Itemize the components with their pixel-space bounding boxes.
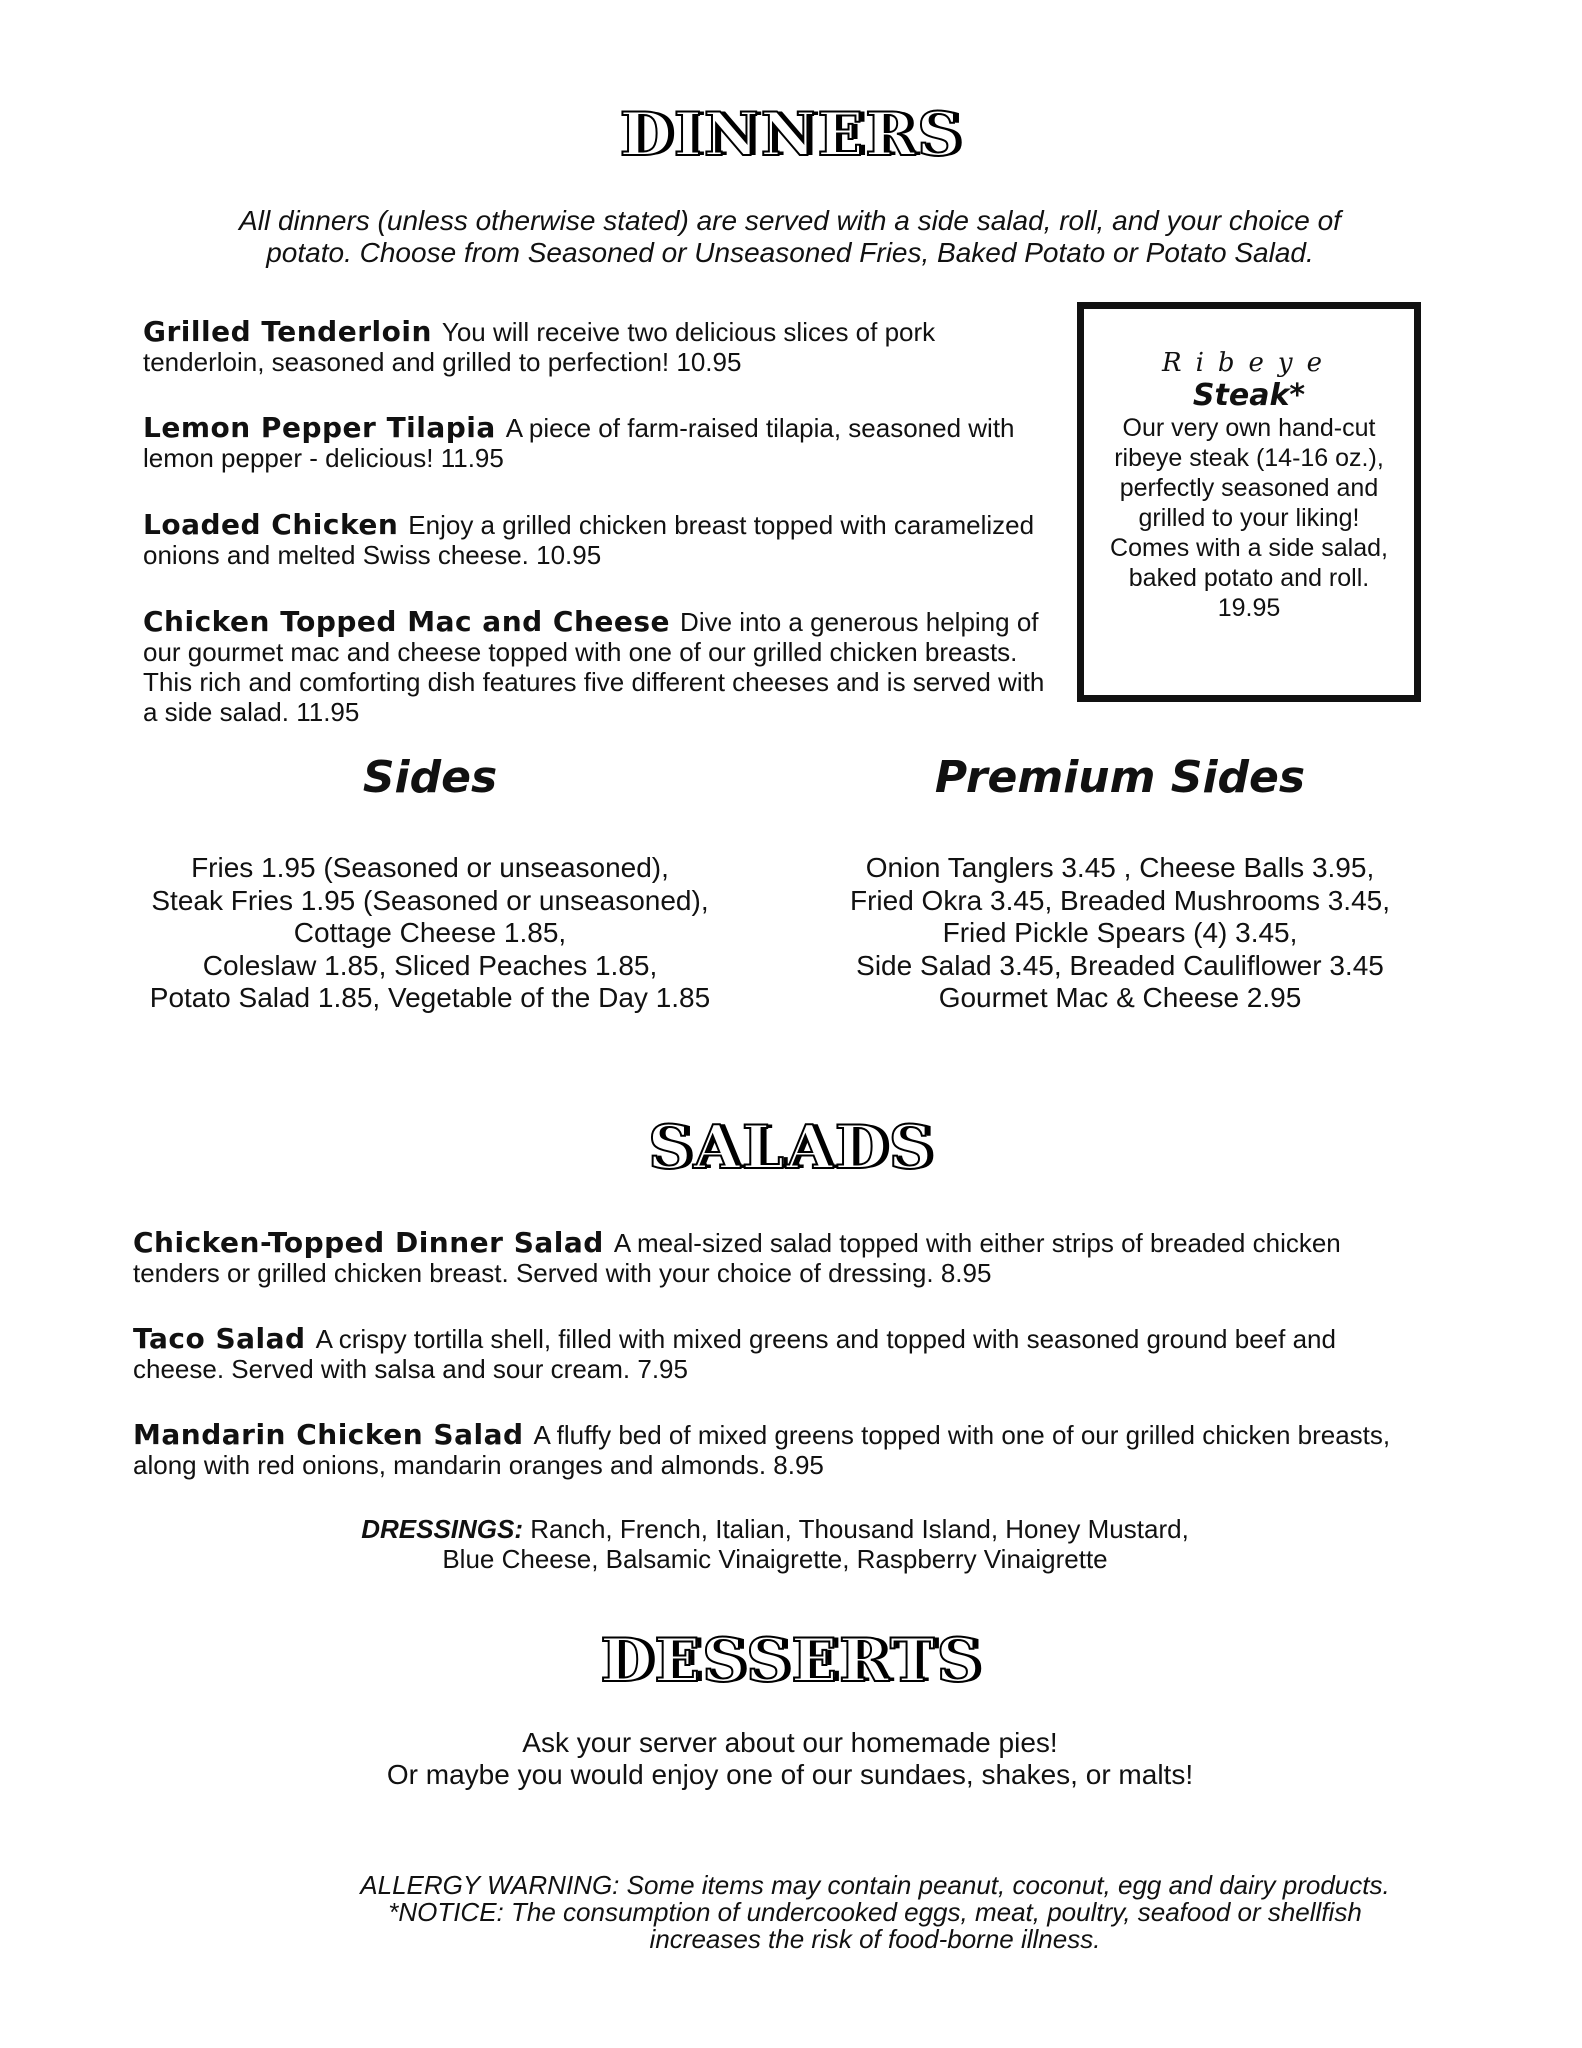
list-item: Side Salad 3.45, Breaded Cauliflower 3.45	[856, 949, 1384, 981]
dressings-line: Blue Cheese, Balsamic Vinaigrette, Raspberry Vinaigrette	[442, 1544, 1108, 1574]
list-item: Cottage Cheese 1.85,	[293, 917, 567, 948]
premium-sides-heading: Premium Sides	[934, 752, 1306, 803]
dinners-intro	[140, 205, 1440, 269]
dressings-label: DRESSINGS:	[361, 1514, 524, 1544]
list-item: Steak Fries 1.95 (Seasoned or unseasoned),	[151, 884, 709, 916]
menu-item-loaded-chicken	[143, 510, 1043, 570]
menu-item-desc: A meal-sized salad topped with either strips of breaded chicken tenders or grilled chicken breast. Served with your choice of dressing. 8.95	[133, 1228, 1341, 1288]
list-item: Fries 1.95 (Seasoned or unseasoned),	[191, 852, 669, 883]
menu-item-mandarin-chicken-salad	[133, 1420, 1413, 1480]
desserts-line: Or maybe you would enjoy one of our sundaes, shakes, or malts!	[386, 1759, 1194, 1790]
list-item: Fried Pickle Spears (4) 3.45,	[942, 917, 1298, 948]
menu-item-desc: Dive into a generous helping of our gourmet mac and cheese topped with one of our grilled chicken breasts. This rich and comforting dish features five different cheeses and is served with a side salad. 11.95	[143, 607, 1045, 727]
menu-item-desc: A crispy tortilla shell, filled with mixed greens and topped with seasoned ground beef and cheese. Served with salsa and sour cream. 7.95	[133, 1324, 1336, 1384]
menu-item-grilled-tenderloin	[143, 317, 1043, 377]
list-item: Fried Okra 3.45, Breaded Mushrooms 3.45,	[849, 884, 1391, 916]
feature-script-title: Ribeye	[1162, 348, 1336, 378]
desserts-line: Ask your server about our homemade pies!	[522, 1727, 1058, 1758]
menu-item-name: Taco Salad	[133, 1322, 306, 1355]
notice-line: increases the risk of food-borne illness.	[649, 1924, 1101, 1954]
menu-item-name: Chicken-Topped Dinner Salad	[133, 1226, 604, 1259]
menu-item-chicken-topped-salad	[133, 1228, 1423, 1288]
list-item: Gourmet Mac & Cheese 2.95	[938, 982, 1302, 1013]
dressings-line	[200, 1514, 1350, 1544]
premium-sides-list	[790, 852, 1450, 1015]
dinners-intro-line: All dinners (unless otherwise stated) are served with a side salad, roll, and your choice of	[239, 205, 1341, 236]
feature-name: Steak*	[1192, 378, 1306, 413]
menu-item-desc: Enjoy a grilled chicken breast topped with caramelized onions and melted Swiss cheese. 10.95	[143, 510, 1035, 570]
menu-item-lemon-pepper-tilapia	[143, 413, 1023, 473]
sides-list	[90, 852, 770, 1015]
menu-item-name: Mandarin Chicken Salad	[133, 1418, 524, 1451]
menu-item-taco-salad	[133, 1324, 1423, 1384]
menu-item-name: Loaded Chicken	[143, 508, 399, 541]
menu-item-desc: A fluffy bed of mixed greens topped with one of our grilled chicken breasts, along with red onions, mandarin oranges and almonds. 8.95	[133, 1420, 1391, 1480]
allergy-notice	[260, 1872, 1490, 1953]
menu-item-name: Grilled Tenderloin	[143, 315, 432, 348]
ribeye-feature-box	[1077, 302, 1421, 702]
menu-item-chicken-topped-mac	[143, 607, 1063, 727]
menu-item-name: Lemon Pepper Tilapia	[143, 411, 496, 444]
menu-item-desc: You will receive two delicious slices of pork tenderloin, seasoned and grilled to perfection! 10.95	[143, 317, 936, 377]
salads-heading: SALADS	[648, 1113, 934, 1183]
dinners-heading: DINNERS	[619, 100, 963, 170]
sides-heading: Sides	[362, 752, 498, 803]
desserts-heading: DESSERTS	[600, 1626, 982, 1696]
menu-item-name: Chicken Topped Mac and Cheese	[143, 605, 671, 638]
notice-line: ALLERGY WARNING: Some items may contain peanut, coconut, egg and dairy products.	[360, 1870, 1390, 1900]
desserts-text	[140, 1727, 1440, 1791]
dressings-text: Ranch, French, Italian, Thousand Island, Honey Mustard,	[530, 1514, 1189, 1544]
dressings	[200, 1514, 1350, 1574]
notice-line: *NOTICE: The consumption of undercooked eggs, meat, poultry, seafood or shellfish	[388, 1897, 1362, 1927]
feature-desc: Our very own hand-cut ribeye steak (14-16 oz.), perfectly seasoned and grilled to your liking! Comes with a side salad, baked potato and roll. 19.95	[1110, 414, 1388, 622]
menu-item-desc: A piece of farm-raised tilapia, seasoned with lemon pepper - delicious! 11.95	[143, 413, 1015, 473]
dinners-intro-line: potato. Choose from Seasoned or Unseasoned Fries, Baked Potato or Potato Salad.	[266, 237, 1314, 268]
list-item: Potato Salad 1.85, Vegetable of the Day 1.85	[149, 982, 711, 1013]
list-item: Onion Tanglers 3.45 , Cheese Balls 3.95,	[865, 852, 1375, 883]
list-item: Coleslaw 1.85, Sliced Peaches 1.85,	[202, 949, 658, 981]
